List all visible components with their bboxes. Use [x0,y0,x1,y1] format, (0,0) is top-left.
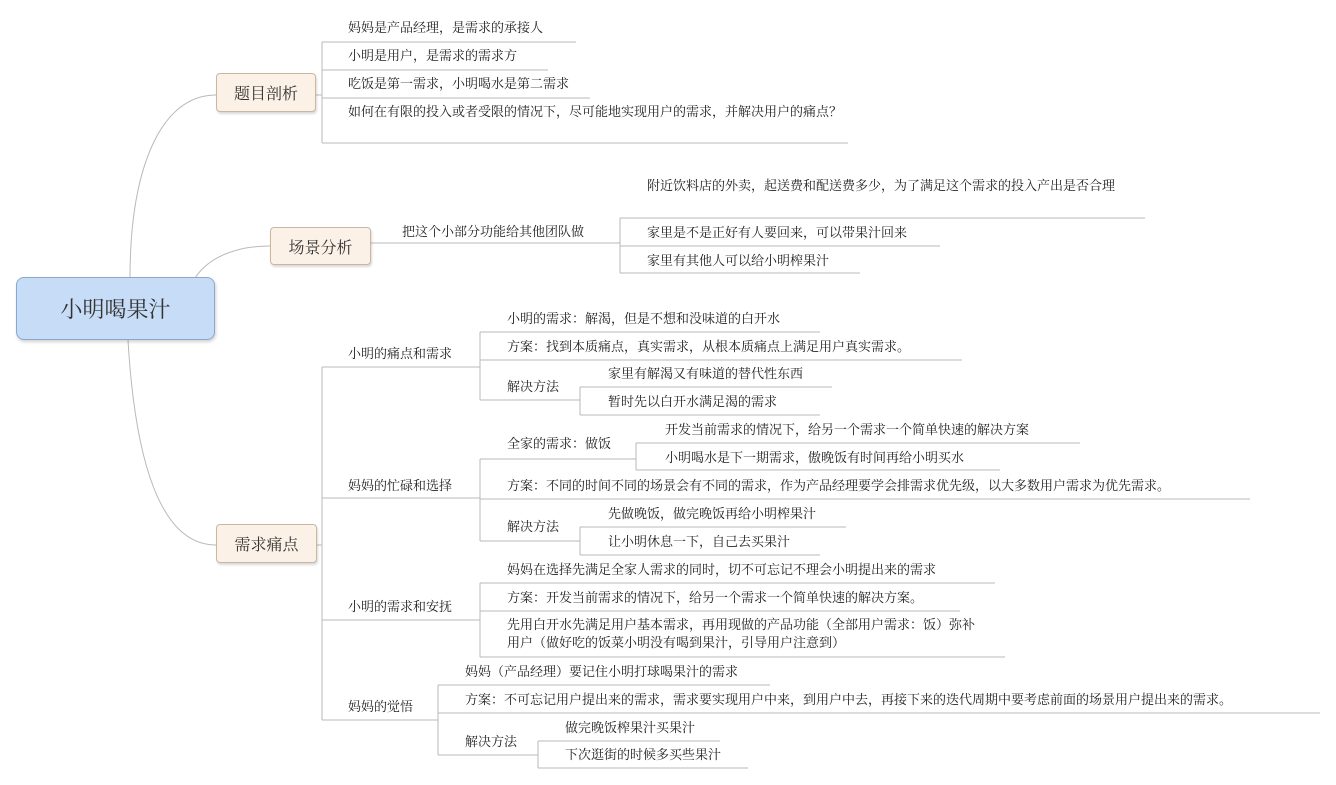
g3-item-1[interactable]: 妈妈在选择先满足全家人需求的同时，切不可忘记不理会小明提出来的需求 [507,563,937,578]
branch-analysis-label: 题目剖析 [233,84,298,103]
pain-group-4-label[interactable]: 妈妈的觉悟 [348,700,414,715]
g2-plan[interactable]: 方案：不同的时间不同的场景会有不同的需求，作为产品经理要学会排需求优先级，以大多数用户需求为优先需求。 [507,479,1171,494]
scene-item-3[interactable]: 家里有其他人可以给小明榨果汁 [647,254,830,269]
root-label: 小明喝果汁 [60,298,171,323]
scene-item-2[interactable]: 家里是不是正好有人要回来，可以带果汁回来 [647,226,908,241]
pain-group-3-label[interactable]: 小明的需求和安抚 [348,600,453,615]
g4-method-label[interactable]: 解决方法 [465,735,518,750]
analysis-item-1[interactable]: 妈妈是产品经理，是需求的承接人 [348,21,544,36]
branch-scene-label: 场景分析 [288,237,353,257]
g4-method-1[interactable]: 做完晚饭榨果汁买果汁 [565,721,696,736]
branch-pain-label: 需求痛点 [234,535,299,554]
scene-item-1[interactable]: 附近饮料店的外卖，起送费和配送费多少，为了满足这个需求的投入产出是否合理 [647,179,1116,194]
curve-root-pain [128,340,216,545]
scene-sub[interactable]: 把这个小部分功能给其他团队做 [402,225,585,240]
curve-root-scene [195,246,270,278]
g4-method-2[interactable]: 下次逛街的时候多买些果汁 [565,748,722,763]
g2-need-item-2[interactable]: 小明喝水是下一期需求，傲晚饭有时间再给小明买水 [665,451,965,466]
root-node[interactable] [16,277,215,340]
g1-method-label[interactable]: 解决方法 [507,380,560,395]
g1-method-2[interactable]: 暂时先以白开水满足渴的需求 [608,395,778,410]
g2-method-1[interactable]: 先做晚饭，做完晚饭再给小明榨果汁 [608,507,817,522]
g2-need-item-1[interactable]: 开发当前需求的情况下，给另一个需求一个简单快速的解决方案 [665,423,1030,438]
g2-method-label[interactable]: 解决方法 [507,520,560,535]
g2-need[interactable]: 全家的需求：做饭 [507,437,612,452]
branch-scene[interactable] [270,227,371,265]
g2-method-2[interactable]: 让小明休息一下，自己去买果汁 [608,535,791,550]
pain-group-2-label[interactable]: 妈妈的忙碌和选择 [348,479,453,494]
bracket-analysis [316,42,322,143]
g3-item-3[interactable]: 先用白开水先满足用户基本需求，再用现做的产品功能（全部用户需求：饭）弥补用户（做好吃的饭菜小明没有喝到果汁，引导用户注意到） [507,618,976,651]
g1-plan[interactable]: 方案：找到本质痛点，真实需求，从根本质痛点上满足用户真实需求。 [507,340,911,355]
branch-pain[interactable] [216,524,317,563]
g1-method-1[interactable]: 家里有解渴又有味道的替代性东西 [608,367,804,382]
branch-analysis[interactable] [216,73,316,112]
curve-root-analysis [130,95,216,278]
g3-item-2[interactable]: 方案：开发当前需求的情况下，给另一个需求一个简单快速的解决方案。 [507,591,924,606]
analysis-item-3[interactable]: 吃饭是第一需求，小明喝水是第二需求 [348,77,570,92]
analysis-item-4[interactable]: 如何在有限的投入或者受限的情况下，尽可能地实现用户的需求，并解决用户的痛点？ [348,105,843,120]
pain-group-1-label[interactable]: 小明的痛点和需求 [348,347,453,362]
g4-need[interactable]: 妈妈（产品经理）要记住小明打球喝果汁的需求 [465,665,739,680]
g4-plan[interactable]: 方案：不可忘记用户提出来的需求，需求要实现用户中来，到用户中去，再接下来的迭代周期中要考虑前面的场景用户提出来的需求。 [465,693,1233,708]
g1-need[interactable]: 小明的需求：解渴，但是不想和没味道的白开水 [507,312,781,327]
analysis-item-2[interactable]: 小明是用户，是需求的需求方 [348,49,518,64]
